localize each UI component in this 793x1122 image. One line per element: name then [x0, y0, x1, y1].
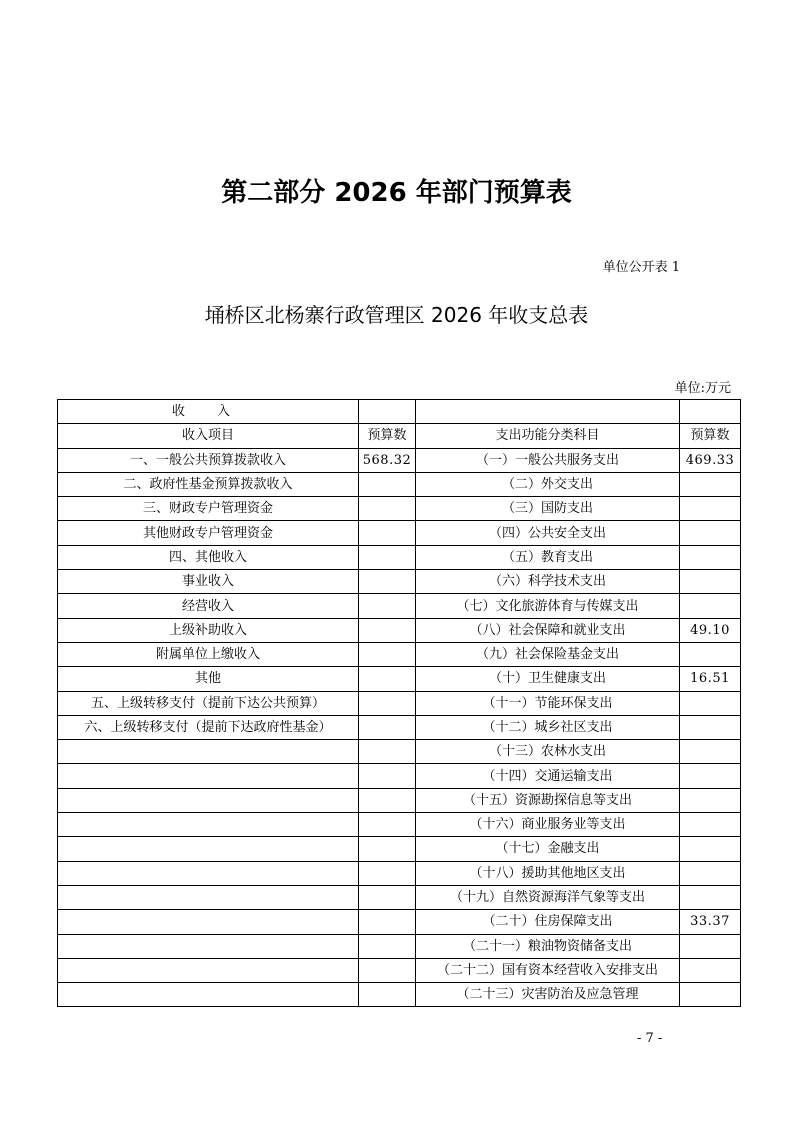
income-item-cell: 其他: [58, 667, 359, 691]
budget-table: [57, 399, 741, 1007]
table-row: [58, 448, 741, 472]
income-item-cell: [58, 837, 359, 861]
table-row: [58, 667, 741, 691]
expense-item-cell: （十一）节能环保支出: [416, 691, 680, 715]
expense-item-cell: （一）一般公共服务支出: [416, 448, 680, 472]
income-amount-cell: [359, 885, 416, 909]
income-amount-cell: [359, 521, 416, 545]
income-amount-cell: [359, 813, 416, 837]
expense-item-cell: （十八）援助其他地区支出: [416, 861, 680, 885]
income-amount-cell: [359, 983, 416, 1007]
expense-amount-cell: [680, 983, 741, 1007]
expense-item-header: 支出功能分类科目: [416, 424, 680, 448]
empty-header-cell: [416, 400, 680, 424]
table-number: 单位公开表 1: [602, 260, 680, 275]
income-item-cell: 五、上级转移支付（提前下达公共预算）: [58, 691, 359, 715]
header-row-group: [58, 400, 741, 424]
expense-amount-cell: [680, 934, 741, 958]
income-item-cell: 二、政府性基金预算拨款收入: [58, 472, 359, 496]
income-item-cell: 其他财政专户管理资金: [58, 521, 359, 545]
income-amount-cell: [359, 764, 416, 788]
expense-amount-cell: [680, 788, 741, 812]
table-row: [58, 618, 741, 642]
expense-amount-cell: [680, 715, 741, 739]
expense-amount-cell: [680, 570, 741, 594]
expense-amount-cell: [680, 740, 741, 764]
income-item-cell: [58, 885, 359, 909]
expense-amount-cell: 49.10: [680, 618, 741, 642]
income-amount-cell: [359, 497, 416, 521]
expense-item-cell: （十四）交通运输支出: [416, 764, 680, 788]
expense-item-cell: （十二）城乡社区支出: [416, 715, 680, 739]
expense-amount-cell: [680, 594, 741, 618]
income-item-cell: 附属单位上缴收入: [58, 642, 359, 666]
table-row: [58, 861, 741, 885]
table-row: [58, 934, 741, 958]
income-item-cell: [58, 934, 359, 958]
expense-amount-cell: [680, 497, 741, 521]
expense-item-cell: （二十一）粮油物资储备支出: [416, 934, 680, 958]
expense-item-cell: （四）公共安全支出: [416, 521, 680, 545]
expense-amount-cell: [680, 813, 741, 837]
expense-amount-cell: [680, 472, 741, 496]
unit-label: 单位:万元: [674, 381, 731, 396]
income-item-cell: 三、财政专户管理资金: [58, 497, 359, 521]
income-group-header: 收 入: [58, 400, 359, 424]
expense-amount-cell: 469.33: [680, 448, 741, 472]
expense-item-cell: （二）外交支出: [416, 472, 680, 496]
part-title: 第二部分 2026 年部门预算表: [221, 178, 572, 208]
expense-item-cell: （二十二）国有资本经营收入安排支出: [416, 958, 680, 982]
income-amount-cell: [359, 788, 416, 812]
table-row: [58, 570, 741, 594]
header-row-columns: [58, 424, 741, 448]
expense-amount-cell: [680, 691, 741, 715]
income-amount-cell: [359, 861, 416, 885]
table-row: [58, 958, 741, 982]
table-row: [58, 715, 741, 739]
expense-amount-cell: [680, 861, 741, 885]
table-row: [58, 740, 741, 764]
expense-item-cell: （五）教育支出: [416, 545, 680, 569]
income-item-cell: [58, 983, 359, 1007]
expense-item-cell: （九）社会保险基金支出: [416, 642, 680, 666]
table-row: [58, 497, 741, 521]
income-amount-cell: [359, 740, 416, 764]
income-item-cell: [58, 910, 359, 934]
expense-item-cell: （十七）金融支出: [416, 837, 680, 861]
table-row: [58, 642, 741, 666]
expense-item-cell: （三）国防支出: [416, 497, 680, 521]
income-amount-cell: [359, 472, 416, 496]
table-row: [58, 813, 741, 837]
expense-item-cell: （十六）商业服务业等支出: [416, 813, 680, 837]
table-row: [58, 764, 741, 788]
expense-item-cell: （七）文化旅游体育与传媒支出: [416, 594, 680, 618]
income-amount-cell: [359, 667, 416, 691]
table-row: [58, 788, 741, 812]
budget-table-body: [58, 400, 741, 1007]
income-item-cell: [58, 813, 359, 837]
income-item-cell: 一、一般公共预算拨款收入: [58, 448, 359, 472]
income-amount-cell: [359, 910, 416, 934]
table-row: [58, 983, 741, 1007]
income-amount-cell: [359, 691, 416, 715]
table-row: [58, 545, 741, 569]
expense-amount-cell: [680, 837, 741, 861]
expense-amount-cell: [680, 958, 741, 982]
income-item-cell: 经营收入: [58, 594, 359, 618]
expense-item-cell: （二十）住房保障支出: [416, 910, 680, 934]
income-amount-cell: [359, 642, 416, 666]
income-amount-cell: [359, 594, 416, 618]
income-amount-cell: [359, 545, 416, 569]
income-amount-cell: [359, 715, 416, 739]
expense-item-cell: （十）卫生健康支出: [416, 667, 680, 691]
expense-amount-cell: [680, 885, 741, 909]
income-amount-cell: 568.32: [359, 448, 416, 472]
expense-amount-cell: [680, 764, 741, 788]
table-row: [58, 594, 741, 618]
income-item-cell: [58, 958, 359, 982]
expense-item-cell: （十三）农林水支出: [416, 740, 680, 764]
expense-item-cell: （十九）自然资源海洋气象等支出: [416, 885, 680, 909]
empty-header-cell: [359, 400, 416, 424]
table-row: [58, 910, 741, 934]
table-row: [58, 521, 741, 545]
expense-amount-header: 预算数: [680, 424, 741, 448]
income-item-cell: [58, 861, 359, 885]
expense-amount-cell: 16.51: [680, 667, 741, 691]
income-amount-cell: [359, 570, 416, 594]
income-item-cell: [58, 740, 359, 764]
income-amount-header: 预算数: [359, 424, 416, 448]
income-item-cell: [58, 764, 359, 788]
income-item-header: 收入项目: [58, 424, 359, 448]
expense-amount-cell: [680, 642, 741, 666]
income-item-cell: [58, 788, 359, 812]
expense-item-cell: （八）社会保障和就业支出: [416, 618, 680, 642]
income-item-cell: 六、上级转移支付（提前下达政府性基金）: [58, 715, 359, 739]
empty-header-cell: [680, 400, 741, 424]
expense-amount-cell: 33.37: [680, 910, 741, 934]
table-row: [58, 885, 741, 909]
table-row: [58, 472, 741, 496]
expense-item-cell: （六）科学技术支出: [416, 570, 680, 594]
expense-amount-cell: [680, 521, 741, 545]
expense-item-cell: （二十三）灾害防治及应急管理: [416, 983, 680, 1007]
table-row: [58, 691, 741, 715]
income-amount-cell: [359, 837, 416, 861]
income-item-cell: 上级补助收入: [58, 618, 359, 642]
page-number: - 7 -: [637, 1031, 663, 1046]
income-amount-cell: [359, 958, 416, 982]
income-amount-cell: [359, 934, 416, 958]
income-item-cell: 四、其他收入: [58, 545, 359, 569]
expense-item-cell: （十五）资源勘探信息等支出: [416, 788, 680, 812]
expense-amount-cell: [680, 545, 741, 569]
table-title: 埇桥区北杨寨行政管理区 2026 年收支总表: [204, 303, 589, 327]
income-amount-cell: [359, 618, 416, 642]
income-item-cell: 事业收入: [58, 570, 359, 594]
table-row: [58, 837, 741, 861]
